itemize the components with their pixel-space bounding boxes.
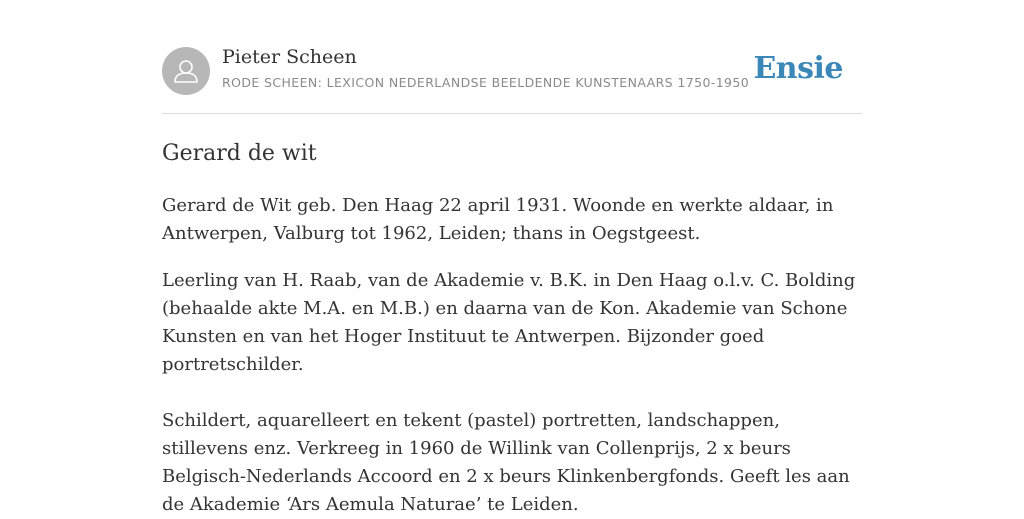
article-paragraph-1: Gerard de Wit geb. Den Haag 22 april 1931. Woonde en werkte aldaar, in Antwerpen, Valburg tot 1962, Leiden; thans in Oegstgeest. (162, 195, 834, 244)
article-card (162, 0, 862, 519)
article-paragraph-2: Leerling van H. Raab, van de Akademie v. B.K. in Den Haag o.l.v. C. Bolding (behaalde akte M.A. en M.B.) en daarna van de Kon. Akademie van Schone Kunsten en van het Hoger Instituut te Antwerpen. Bijzonder goed portretschilder. (162, 270, 856, 375)
ensie-logo[interactable]: Ensie (753, 51, 843, 86)
author-name[interactable]: Pieter Scheen (222, 46, 357, 68)
article-title: Gerard de wit (162, 141, 317, 166)
user-avatar-icon[interactable] (162, 47, 210, 95)
article-paragraph-3: Schildert, aquarelleert en tekent (pastel) portretten, landschappen, stillevens enz. Verkreeg in 1960 de Willink van Collenprijs, 2 x beurs Belgisch-Nederlands Accoord en 2 x beurs Klinkenbergfonds. Geeft les aan de Akademie ‘Ars Aemula Naturae’ te Leiden. (162, 410, 850, 515)
article-header (162, 0, 862, 114)
source-title[interactable]: RODE SCHEEN: LEXICON NEDERLANDSE BEELDENDE KUNSTENAARS 1750-1950 (222, 75, 750, 90)
